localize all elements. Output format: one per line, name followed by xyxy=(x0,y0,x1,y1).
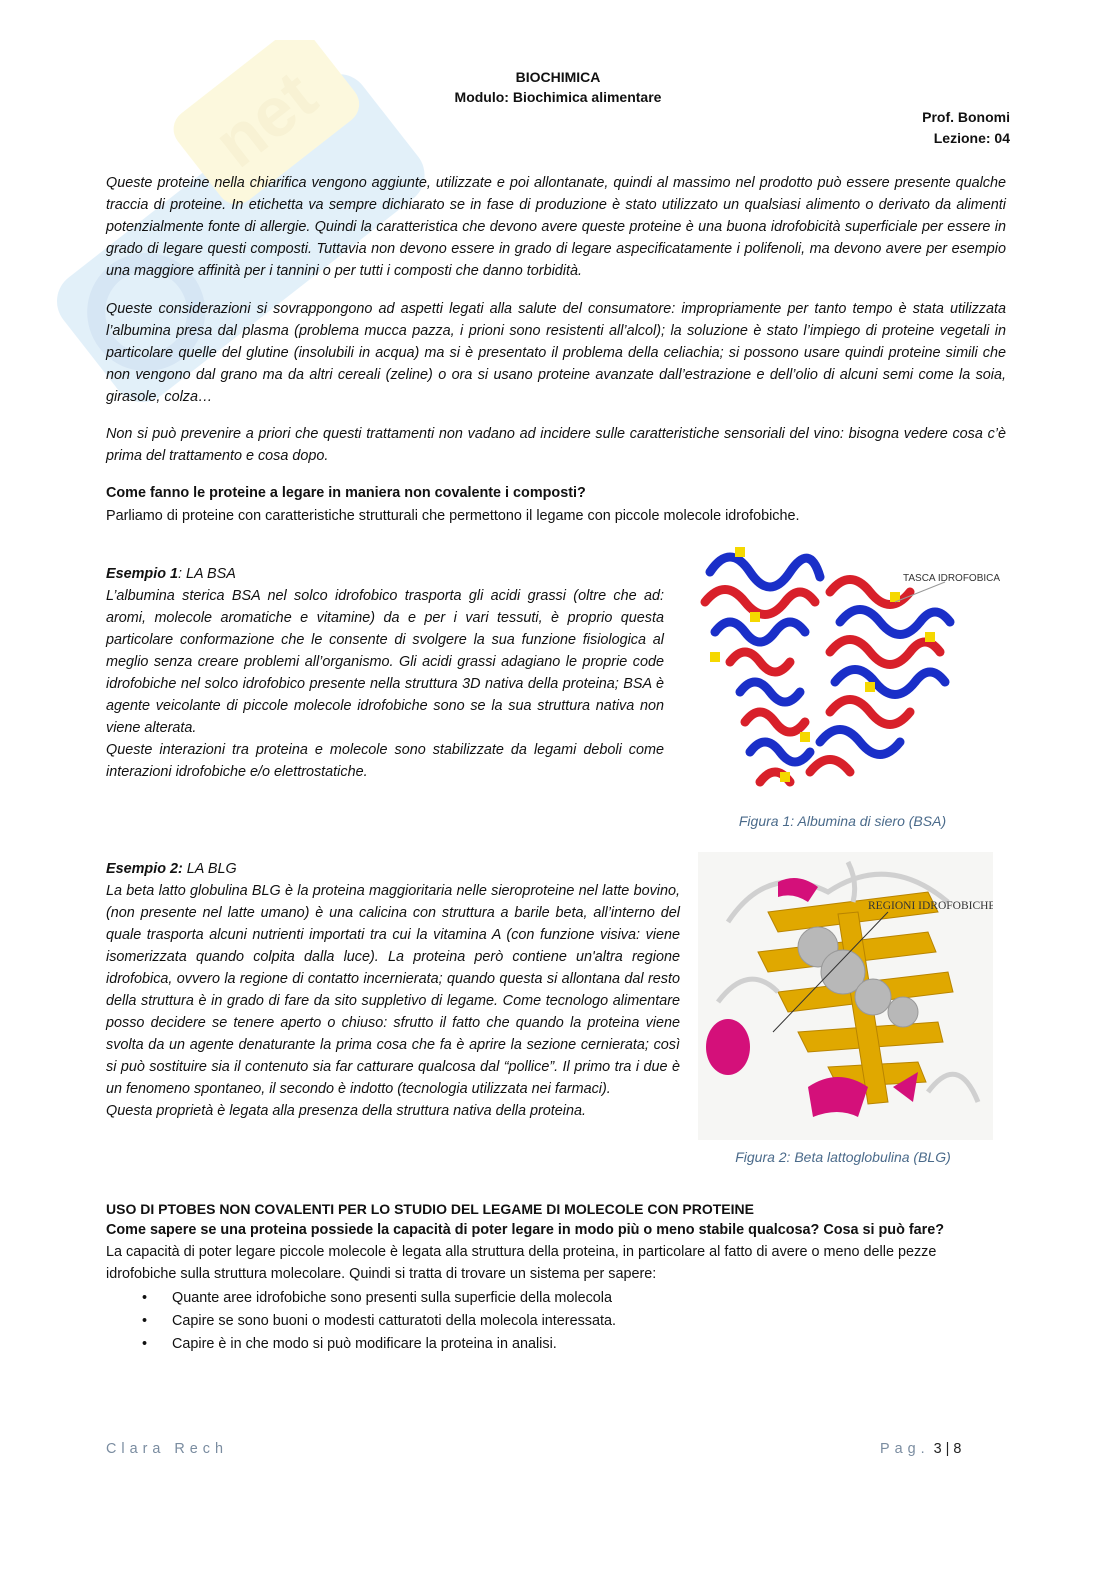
section2-text: La capacità di poter legare piccole molecole è legata alla struttura della proteina, in particolare al fatto di avere o meno delle pezze idrofobiche sulla struttura molecolare. Quindi si tratta di trovare un sistema per sapere: xyxy=(106,1244,937,1282)
footer-page-current: 3 xyxy=(933,1441,942,1457)
example2-label: Esempio 2: xyxy=(106,861,183,877)
example2-text: La beta latto globulina BLG è la proteina maggioritaria nelle sieroproteine nel latte bovino, (non presente nel latte umano) è una calicina con struttura a barile beta, all’interno del quale trasporta alcuni nutrienti importati tra cui la vitamina A (con funzione visiva: viene isomerizzata quando colpita dalla luce). La proteina però contiene un'altra regione idrofobica, ovvero la regione di contatto incernierata; quando questa si allontana dal resto della struttura è in grado di fare da sito suppletivo di legame. Come tecnologo alimentare posso decidere se tenere aperto o chiuso: sfrutto il fatto che quando la proteina viene svolta da un agente denaturante la prima cosa che fa è aprire la sezione cernierata; così si può sostituire sia il contenuto sia far catturare qualcosa dal “pollice”. Il primo tra i due è un fenomeno spontaneo, il secondo è indotto (tecnologia utilizzata nei farmaci). xyxy=(106,883,680,1097)
doc-lesson: Lezione: 04 xyxy=(933,130,1010,146)
section2-bullet-list xyxy=(106,1287,1006,1356)
doc-title: BIOCHIMICA xyxy=(515,69,601,85)
section1-heading: Come fanno le proteine a legare in maniera non covalente i composti? xyxy=(106,485,586,501)
example1-block xyxy=(106,563,664,783)
paragraph-3: Non si può prevenire a priori che questi trattamenti non vadano ad incidere sulle caratteristiche sensoriali del vino: bisogna vedere cosa c’è prima del trattamento e cosa dopo. xyxy=(106,426,1006,464)
example2-title: LA BLG xyxy=(182,861,237,877)
section2-question: Come sapere se una proteina possiede la capacità di poter legare in modo più o meno stabile qualcosa? Cosa si può fare? xyxy=(106,1222,945,1238)
bullet-text: Quante aree idrofobiche sono presenti sulla superficie della molecola xyxy=(172,1290,612,1306)
figure-bsa xyxy=(690,532,1010,802)
figure1-label: TASCA IDROFOBICA xyxy=(903,573,1001,584)
doc-module: Modulo: Biochimica alimentare xyxy=(454,89,662,105)
figure-blg xyxy=(698,852,993,1140)
section1-text: Parliamo di proteine con caratteristiche strutturali che permettono il legame con piccole molecole idrofobiche. xyxy=(106,508,800,524)
bullet-text: Capire è in che modo si può modificare la proteina in analisi. xyxy=(172,1336,557,1352)
example1-label: Esempio 1 xyxy=(106,566,178,582)
paragraph-2: Queste considerazioni si sovrappongono ad aspetti legati alla salute del consumatore: impropriamente per tanto tempo è stata utilizzata l’albumina presa dal plasma (problema mucca pazza, i prioni sono resistenti all’alcol); la soluzione è stato l’impiego di proteine vegetali in particolare quelle del glutine (insolubili in acqua) ma si è presentato il problema della celiachia; si possono usare quindi proteine simili che non vengono dal grano ma da altri cereali (zeline) o ora si usano proteine avanzate dall’estrazione e dell’olio di alcuni semi come la soia, girasole, colza… xyxy=(106,301,1006,405)
bullet-text: Capire se sono buoni o modesti catturatoti della molecola interessata. xyxy=(172,1313,616,1329)
list-item: • Capire se sono buoni o modesti catturatoti della molecola interessata. xyxy=(142,1313,616,1329)
list-item: • Quante aree idrofobiche sono presenti sulla superficie della molecola xyxy=(142,1290,612,1306)
bsa-structure-image xyxy=(690,532,1010,802)
example2-block xyxy=(106,858,680,1122)
list-item: • Capire è in che modo si può modificare la proteina in analisi. xyxy=(142,1336,557,1352)
example2-text2: Questa proprietà è legata alla presenza della struttura nativa della proteina. xyxy=(106,1103,586,1119)
footer-page-number xyxy=(880,1441,961,1457)
paragraph-1: Queste proteine nella chiarifica vengono aggiunte, utilizzate e poi allontanate, quindi al massimo nel prodotto può essere presente qualche traccia di proteine. In etichetta va sempre dichiarato se in fase di produzione è stato utilizzato un qualsiasi alimento o derivato da alimenti potenzialmente fonte di allergie. Quindi la caratteristica che devono avere queste proteine è una buona idrofobicità superficiale per essere in grado di legare questi composti. Tuttavia non devono essere in grado di legare aspecificatamente i polifenoli, ma devono avere per esempio una maggiore affinità per i tannini o per tutti i composti che danno torbidità. xyxy=(106,175,1006,279)
figure2-label: REGIONI IDROFOBICHE xyxy=(868,900,993,912)
doc-professor: Prof. Bonomi xyxy=(922,109,1010,125)
footer-author: Clara Rech xyxy=(106,1441,228,1457)
blg-structure-image xyxy=(698,852,993,1140)
figure2-caption: Figura 2: Beta lattoglobulina (BLG) xyxy=(735,1149,951,1165)
figure1-caption: Figura 1: Albumina di siero (BSA) xyxy=(738,813,947,829)
footer-separator: | xyxy=(945,1441,950,1457)
example1-text2: Queste interazioni tra proteina e molecole sono stabilizzate da legami deboli come interazioni idrofobiche e/o elettrostatiche. xyxy=(106,742,664,780)
section2-heading: USO DI PTOBES NON COVALENTI PER LO STUDIO DEL LEGAME DI MOLECOLE CON PROTEINE xyxy=(106,1201,754,1217)
footer-page-label: Pag. xyxy=(880,1441,930,1457)
example1-text: L’albumina sterica BSA nel solco idrofobico trasporta gli acidi grassi (oltre che ad: aromi, molecole aromatiche e vitamine) da e per i vari tessuti, è proprio questa particolare conformazione che le consente di svolgere la sua funzione fisiologica al meglio senza creare problemi all’organismo. Gli acidi grassi adagiano le proprie code idrofobiche nel solco idrofobico presente nella struttura 3D nativa della proteina; BSA è agente veicolante di piccole molecole idrofobiche sono se la sua struttura nativa non viene alterata. xyxy=(106,588,664,736)
footer-page-total: 8 xyxy=(953,1441,962,1457)
svg-text:net: net xyxy=(199,55,331,183)
example1-title: : LA BSA xyxy=(177,566,236,582)
